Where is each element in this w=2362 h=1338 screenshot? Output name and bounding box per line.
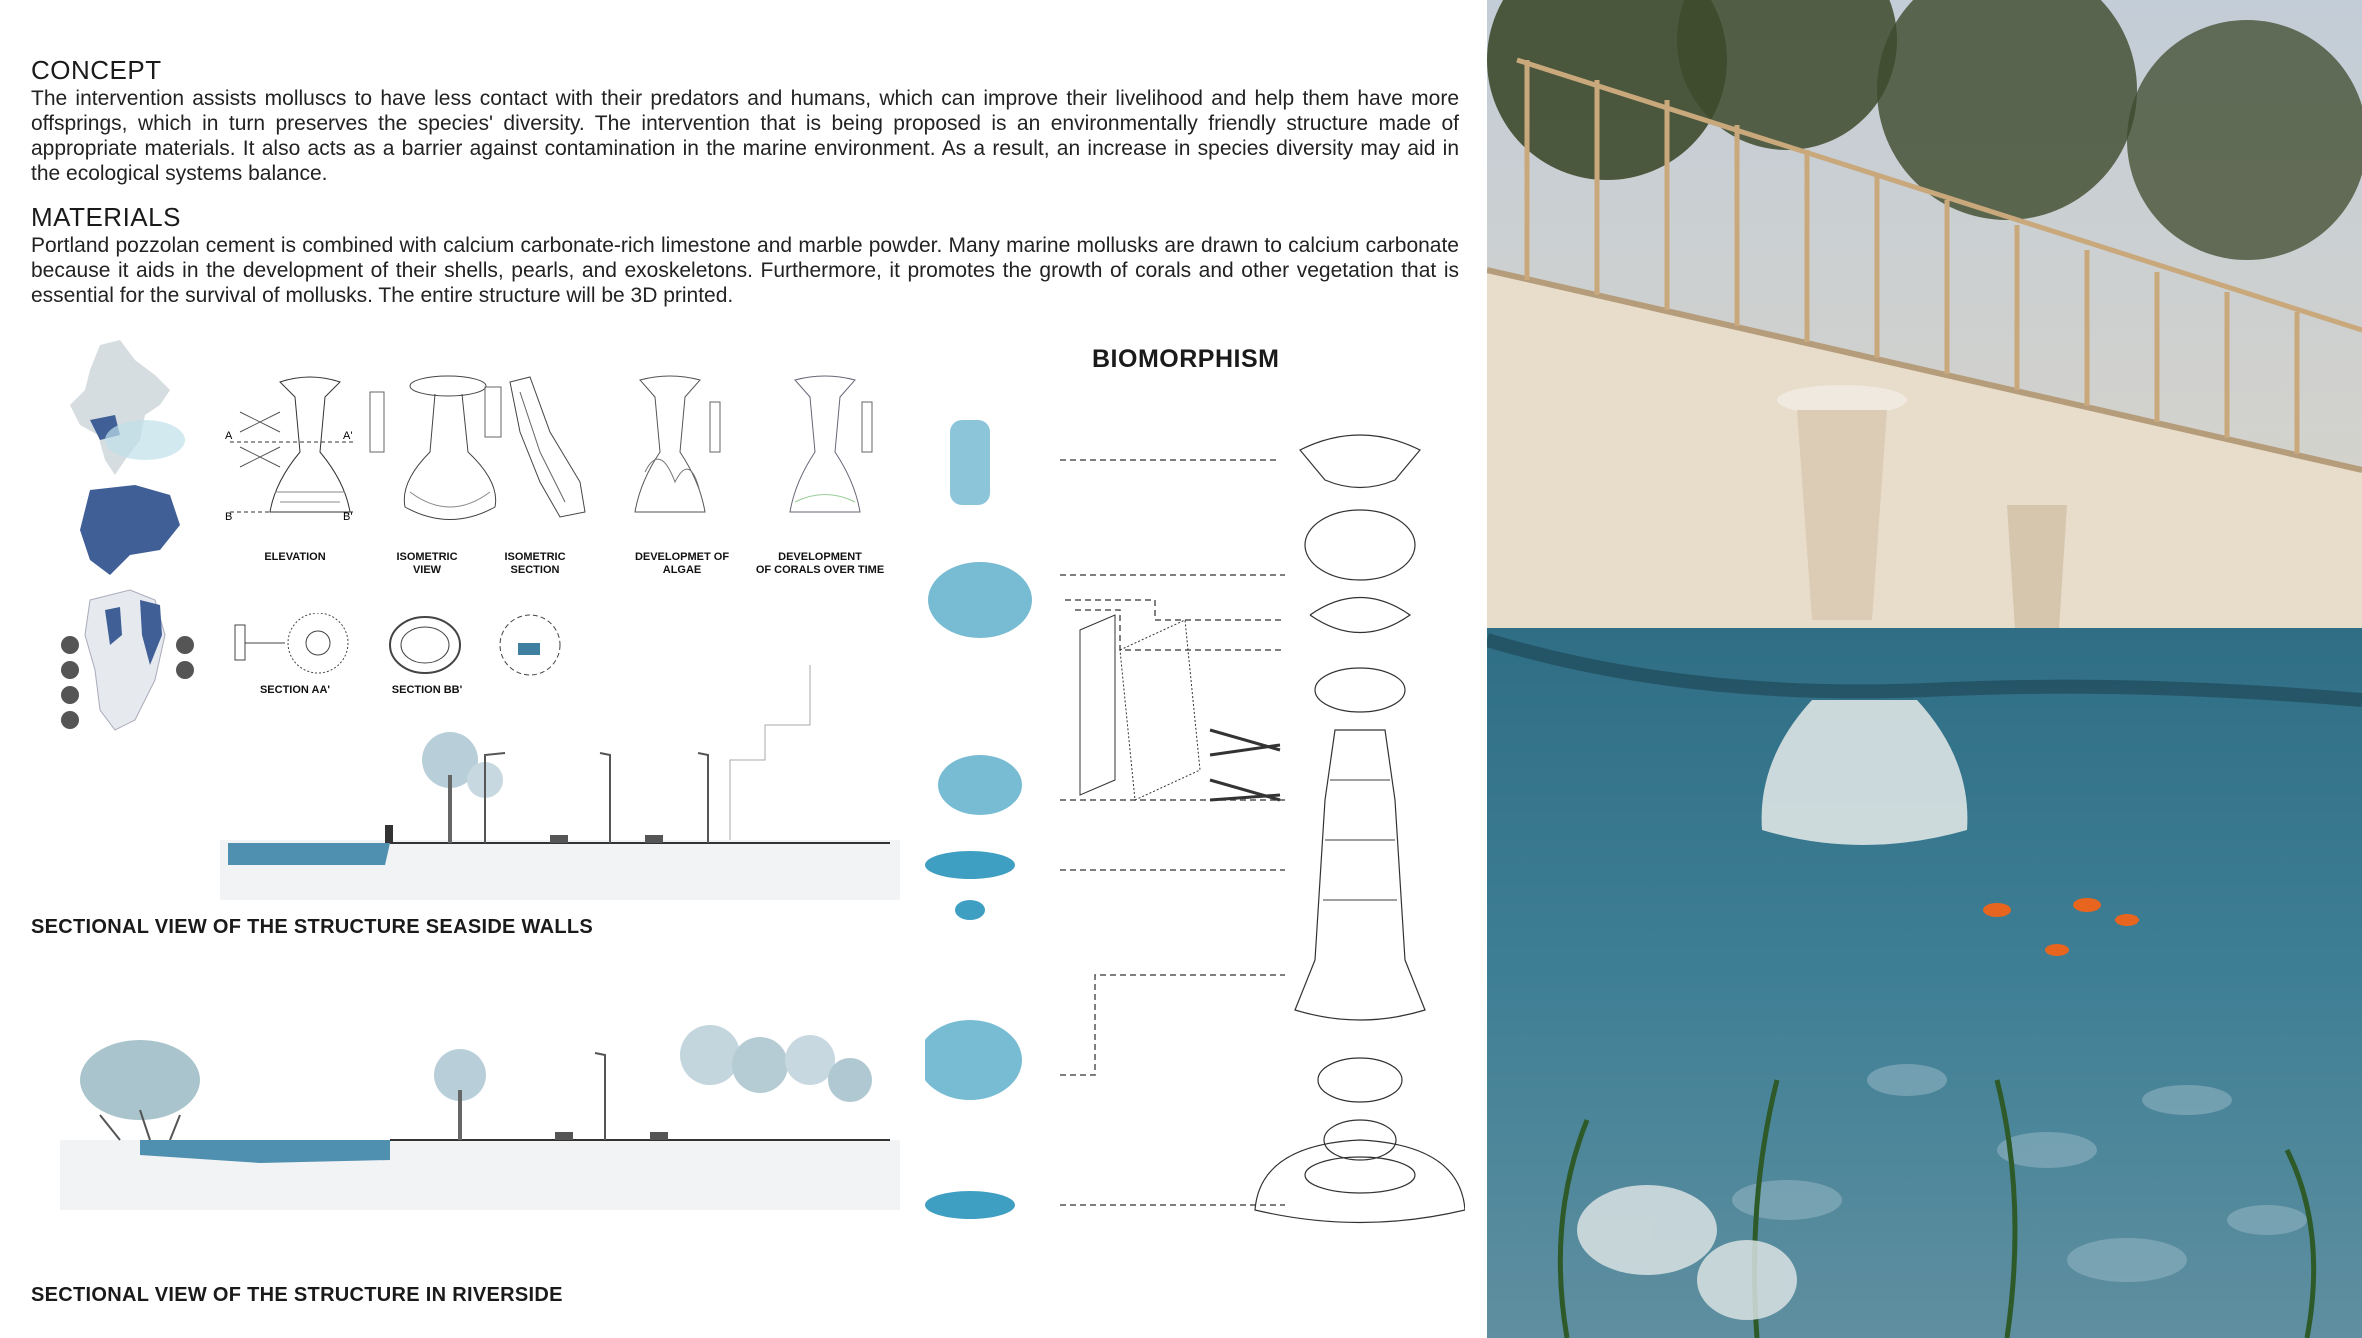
label-isometric-view: ISOMETRIC VIEW (396, 551, 458, 576)
isometric-section-drawing (485, 377, 585, 517)
concept-section (31, 55, 1459, 186)
concept-body: The intervention assists molluscs to have less contact with their predators and humans, which can improve their livelihood and help them have more offsprings, which in turn preserves the species' diversity. The intervention that is being proposed is an environmentally friendly structure made of appropriate materials. It also acts as a barrier against contamination in the marine environment. As a result, an increase in species diversity may aid in the ecological systems balance. (31, 87, 1459, 185)
seaside-streetlights (485, 753, 708, 843)
mark-b-prime: B' (343, 511, 353, 523)
wall-module-drawing (1080, 615, 1280, 800)
exploded-structure (1255, 435, 1465, 1223)
coral-specimens (925, 420, 1032, 1219)
isometric-view-drawing (370, 376, 496, 520)
materials-heading: MATERIALS (31, 202, 181, 232)
state-map (80, 485, 180, 575)
car (645, 835, 663, 843)
structure-marker (385, 825, 393, 843)
location-maps (60, 335, 200, 745)
seaside-section-title: SECTIONAL VIEW OF THE STRUCTURE SEASIDE WALLS (31, 916, 594, 938)
section-aa-drawing (235, 613, 348, 673)
mark-a-prime: A' (343, 430, 353, 442)
riverside-streetlights (595, 1053, 605, 1140)
structure-diagrams (220, 372, 900, 562)
corals-drawing (790, 376, 872, 512)
city-map (61, 590, 194, 730)
label-section-aa: SECTION AA' (259, 684, 331, 696)
riverside-section-drawing (60, 985, 900, 1215)
label-corals: DEVELOPMENT OF CORALS OVER TIME (755, 551, 885, 576)
materials-section (31, 202, 1459, 308)
elevation-drawing (230, 377, 355, 512)
biomorphism-heading: BIOMORPHISM (1092, 345, 1280, 373)
label-section-bb: SECTION BB' (391, 684, 463, 696)
riverside-section-title: SECTIONAL VIEW OF THE STRUCTURE IN RIVERSIDE (31, 1284, 563, 1306)
label-isometric-section: ISOMETRIC SECTION (504, 551, 566, 576)
seaside-trees (422, 732, 503, 843)
concept-heading: CONCEPT (31, 55, 162, 85)
seaside-section-drawing (220, 665, 900, 905)
algae-drawing (635, 376, 720, 512)
car (550, 835, 568, 843)
mark-a: A (225, 430, 233, 442)
biomorphism-diagram (925, 400, 1465, 1310)
label-elevation: ELEVATION (264, 551, 326, 563)
mark-b: B (225, 511, 233, 523)
riverside-trees (434, 1025, 872, 1140)
label-algae: DEVELOPMET OF ALGAE (634, 551, 730, 576)
car (555, 1132, 573, 1140)
india-map (70, 340, 185, 475)
underwater-render (1487, 0, 2362, 1338)
connector-lines (1060, 460, 1285, 1205)
riverside-mangroves (80, 1040, 200, 1140)
car (650, 1132, 668, 1140)
materials-body: Portland pozzolan cement is combined with calcium carbonate-rich limestone and marble powder. Many marine mollusks are drawn to calcium carbonate because it aids in the development of their shells, pearls, and exoskeletons. Furthermore, it promotes the growth of corals and other vegetation that is essential for the survival of mollusks. The entire structure will be 3D printed. (31, 234, 1459, 307)
